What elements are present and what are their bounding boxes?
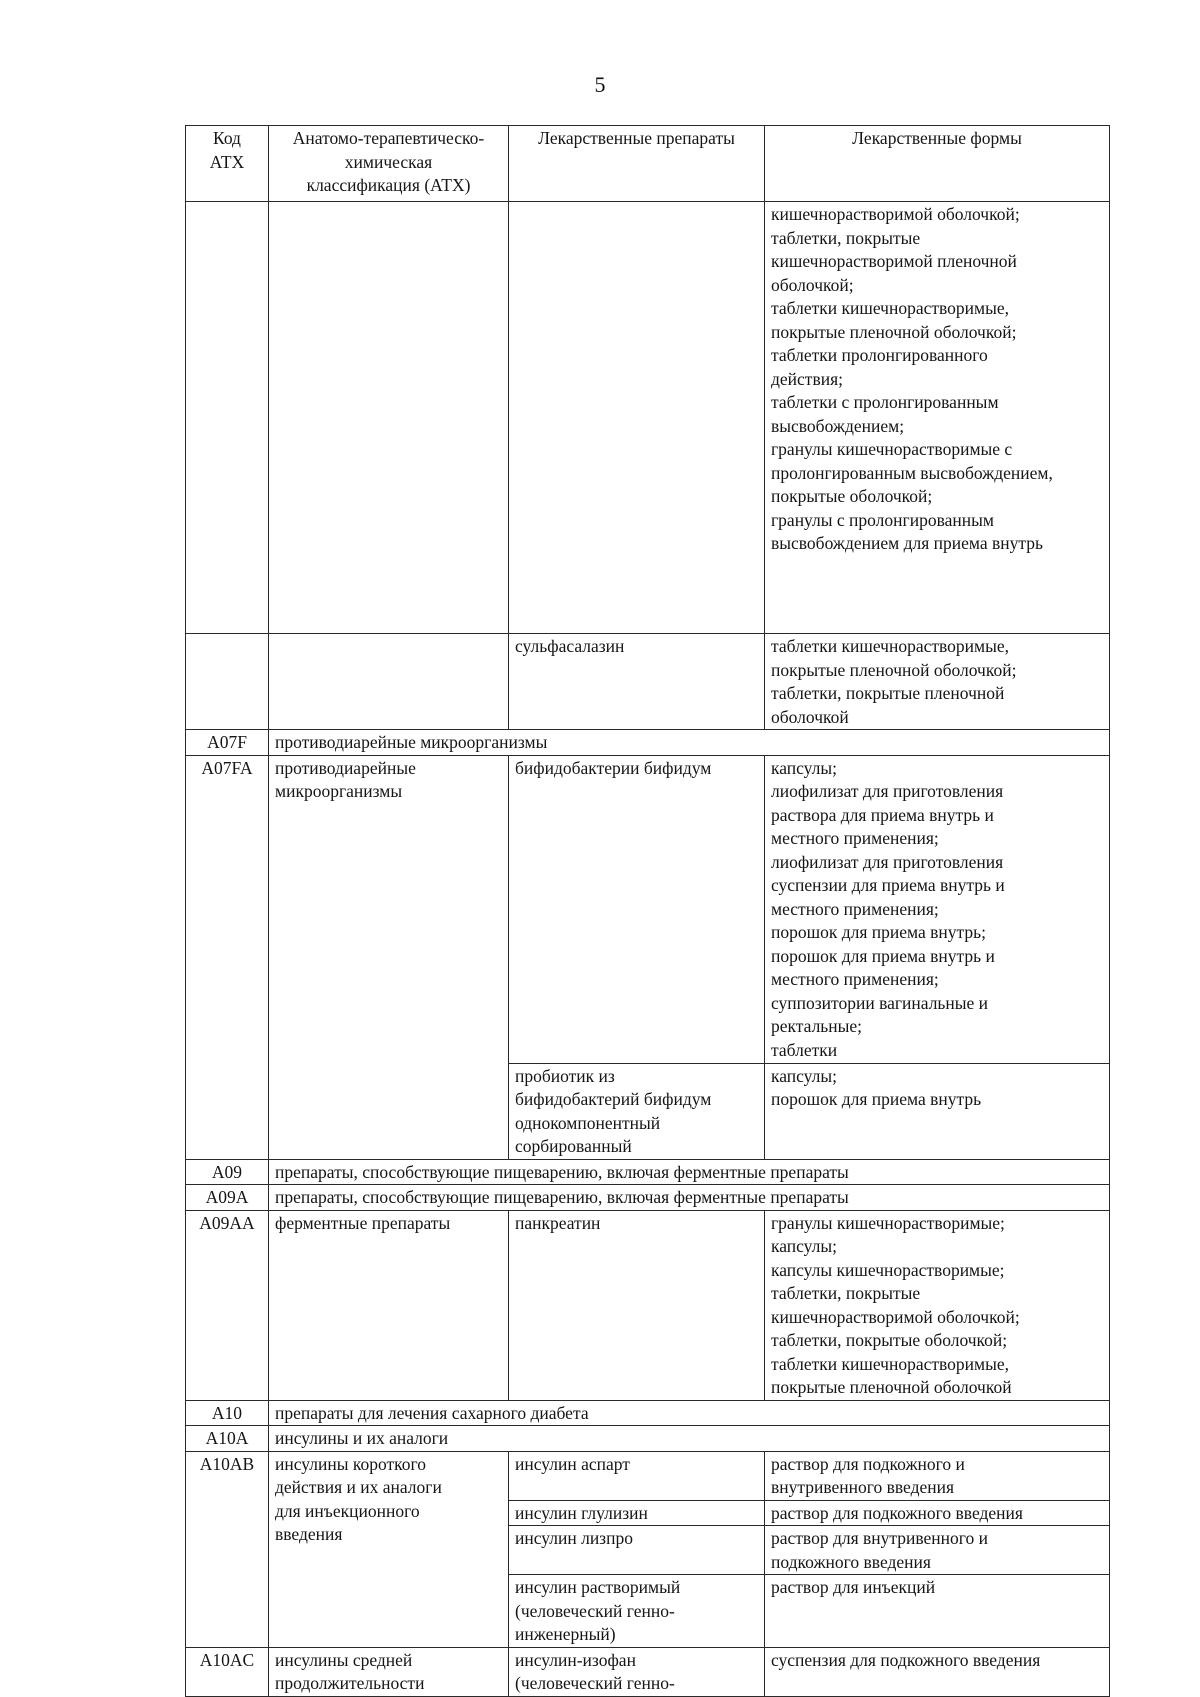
classification-cell: противодиарейные микроорганизмы [269,755,509,1159]
group-row [186,1400,1110,1426]
dosage-forms-cell: раствор для инъекций [765,1575,1110,1648]
atx-code-cell: A07FA [186,755,269,1159]
atx-code-cell [186,634,269,730]
atx-code-cell: A09A [186,1185,269,1211]
table-row [186,1451,1110,1500]
table-row [186,634,1110,730]
dosage-forms-cell: раствор для подкожного и внутривенного введения [765,1451,1110,1500]
drug-cell: панкреатин [509,1210,765,1400]
header-code: Код АТХ [186,126,269,202]
drug-cell: пробиотик из бифидобактерий бифидум однокомпонентный сорбированный [509,1063,765,1159]
drug-cell: инсулин аспарт [509,1451,765,1500]
group-row [186,1159,1110,1185]
table-row [186,1210,1110,1400]
drug-cell: инсулин-изофан (человеческий генно- [509,1647,765,1696]
dosage-forms-cell: раствор для подкожного введения [765,1500,1110,1526]
classification-cell: ферментные препараты [269,1210,509,1400]
group-name-cell: препараты, способствующие пищеварению, включая ферментные препараты [269,1159,1110,1185]
dosage-forms-cell: раствор для внутривенного и подкожного введения [765,1526,1110,1575]
classification-cell: инсулины короткого действия и их аналоги для инъекционного введения [269,1451,509,1647]
drug-cell: сульфасалазин [509,634,765,730]
table-row [186,1647,1110,1696]
header-forms: Лекарственные формы [765,126,1110,202]
drug-cell: инсулин растворимый (человеческий генно- инженерный) [509,1575,765,1648]
atx-code-cell: A10AB [186,1451,269,1647]
group-row [186,730,1110,756]
atx-code-cell: A10AC [186,1647,269,1696]
atx-code-cell: A09 [186,1159,269,1185]
drug-cell: инсулин глулизин [509,1500,765,1526]
group-name-cell: инсулины и их аналоги [269,1426,1110,1452]
table-row [186,202,1110,634]
group-row [186,1185,1110,1211]
group-row [186,1426,1110,1452]
dosage-forms-cell: кишечнорастворимой оболочкой; таблетки, покрытые кишечнорастворимой пленочной оболочкой; таблетки кишечнорастворимые, покрытые пленочной оболочкой; таблетки пролонгированного действия; таблетки с пролонгированным высвобождением; гранулы кишечнорастворимые с пролонгированным высвобождением, покрытые оболочкой; гранулы с пролонгированным высвобождением для приема внутрь [765,202,1110,634]
drug-cell: инсулин лизпро [509,1526,765,1575]
dosage-forms-cell: капсулы; лиофилизат для приготовления раствора для приема внутрь и местного применения; лиофилизат для приготовления суспензии для приема внутрь и местного применения; порошок для приема внутрь; порошок для приема внутрь и местного применения; суппозитории вагинальные и ректальные; таблетки [765,755,1110,1063]
atx-code-cell [186,202,269,634]
classification-cell [269,634,509,730]
drug-cell [509,202,765,634]
dosage-forms-cell: суспензия для подкожного введения [765,1647,1110,1696]
classification-cell [269,202,509,634]
table-row [186,755,1110,1063]
group-name-cell: противодиарейные микроорганизмы [269,730,1110,756]
group-name-cell: препараты для лечения сахарного диабета [269,1400,1110,1426]
dosage-forms-cell: капсулы; порошок для приема внутрь [765,1063,1110,1159]
classification-cell: инсулины средней продолжительности [269,1647,509,1696]
atx-table [185,125,1110,1697]
atx-code-cell: A10A [186,1426,269,1452]
table-header-row [186,126,1110,202]
atx-code-cell: A09AA [186,1210,269,1400]
header-classification: Анатомо-терапевтическо- химическая классификация (АТХ) [269,126,509,202]
atx-code-cell: A07F [186,730,269,756]
dosage-forms-cell: гранулы кишечнорастворимые; капсулы; капсулы кишечнорастворимые; таблетки, покрытые кишечнорастворимой оболочкой; таблетки, покрытые оболочкой; таблетки кишечнорастворимые, покрытые пленочной оболочкой [765,1210,1110,1400]
group-name-cell: препараты, способствующие пищеварению, включая ферментные препараты [269,1185,1110,1211]
page-number: 5 [594,72,606,97]
drug-cell: бифидобактерии бифидум [509,755,765,1063]
dosage-forms-cell: таблетки кишечнорастворимые, покрытые пленочной оболочкой; таблетки, покрытые пленочной оболочкой [765,634,1110,730]
atx-code-cell: A10 [186,1400,269,1426]
header-drugs: Лекарственные препараты [509,126,765,202]
